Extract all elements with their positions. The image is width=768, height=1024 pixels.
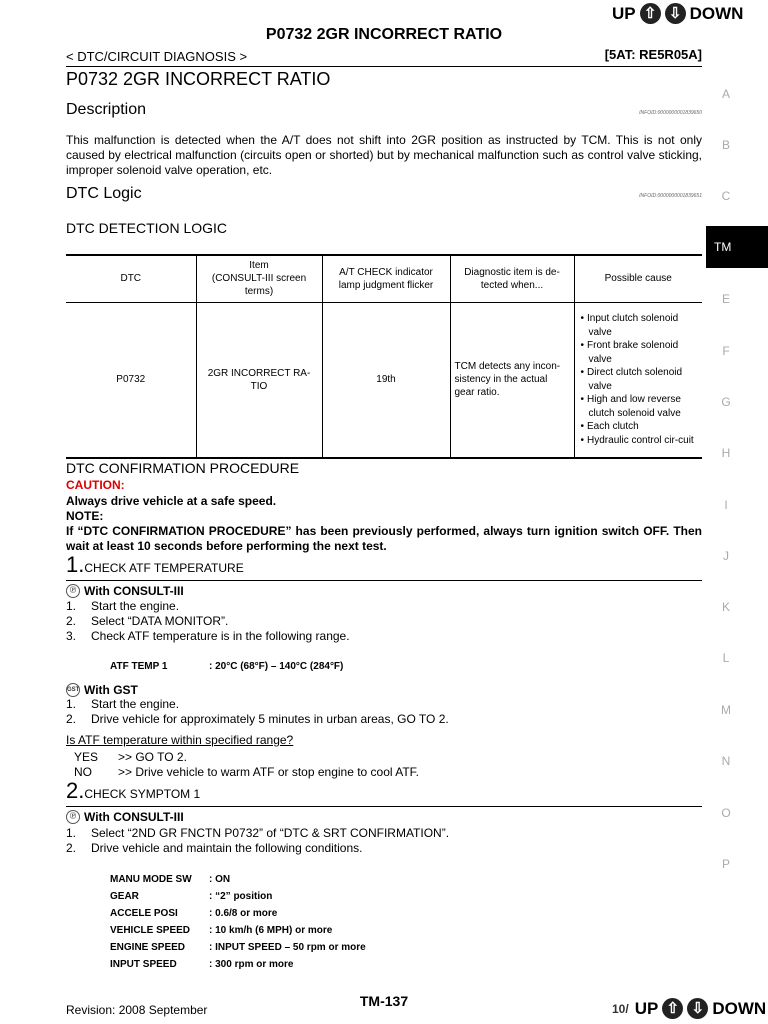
list-item: 1. Start the engine. bbox=[66, 697, 180, 711]
consult-iii-heading bbox=[66, 810, 184, 824]
list-item: 2. Drive vehicle and maintain the following conditions. bbox=[66, 841, 363, 855]
caution-label: CAUTION: bbox=[66, 478, 125, 492]
header-title: P0732 2GR INCORRECT RATIO bbox=[265, 26, 503, 43]
yes-answer: YES >> GO TO 2. bbox=[74, 750, 187, 764]
note-text: If “DTC CONFIRMATION PROCEDURE” has been previously performed, always turn ignition switch OFF. Then wait at least 10 seconds before performing the next test. bbox=[66, 524, 702, 553]
side-index-a[interactable]: A bbox=[721, 87, 730, 101]
down-arrow-icon[interactable]: ⇩ bbox=[687, 998, 708, 1019]
side-index-g[interactable]: G bbox=[721, 395, 731, 409]
side-index-i[interactable]: I bbox=[724, 498, 728, 512]
dtc-detection-logic-heading: DTC DETECTION LOGIC bbox=[66, 220, 228, 236]
list-item: 1. Start the engine. bbox=[66, 599, 180, 613]
description-infoid: INFOID:0000000001839650 bbox=[639, 110, 702, 116]
cell-detected: TCM detects any incon- sistency in the actual gear ratio. bbox=[450, 302, 574, 458]
up-link[interactable]: UP bbox=[612, 3, 636, 23]
cell-causes bbox=[574, 302, 702, 458]
consult-iii-label: With CONSULT-III bbox=[84, 810, 184, 824]
step-2 bbox=[66, 778, 200, 804]
revision-label: Revision: 2008 September bbox=[66, 1003, 208, 1017]
side-index-b[interactable]: B bbox=[721, 138, 730, 152]
col-flicker: A/T CHECK indicator lamp judgment flicker bbox=[322, 255, 450, 302]
up-down-nav-footer bbox=[612, 998, 766, 1019]
step-1-answers bbox=[74, 750, 419, 780]
list-item: 2. Select “DATA MONITOR”. bbox=[66, 614, 229, 628]
consult-iii-heading bbox=[66, 584, 184, 598]
consult-step-list bbox=[66, 599, 350, 644]
col-detected: Diagnostic item is de- tected when... bbox=[450, 255, 574, 302]
page-number: TM-137 bbox=[359, 993, 409, 1009]
atf-temp-key: ATF TEMP 1 bbox=[110, 661, 168, 672]
note-label: NOTE: bbox=[66, 509, 104, 523]
section-label: < DTC/CIRCUIT DIAGNOSIS > bbox=[66, 49, 248, 64]
side-index-p[interactable]: P bbox=[721, 857, 730, 871]
step-title: CHECK SYMPTOM 1 bbox=[84, 787, 201, 801]
down-link[interactable]: DOWN bbox=[712, 998, 767, 1018]
step-1 bbox=[66, 552, 244, 578]
list-item: • Input clutch solenoid valve bbox=[579, 312, 699, 339]
list-item: MANU MODE SW : ON bbox=[110, 874, 231, 885]
step-2-divider bbox=[66, 806, 702, 807]
possible-cause-list bbox=[579, 312, 699, 447]
side-index-tm[interactable]: TM bbox=[706, 226, 768, 268]
header-divider bbox=[66, 66, 702, 67]
side-index-n[interactable]: N bbox=[721, 754, 731, 768]
step-number: 1. bbox=[66, 552, 85, 577]
side-index-h[interactable]: H bbox=[721, 446, 731, 460]
cell-dtc: P0732 bbox=[66, 302, 196, 458]
list-item: • High and low reverse clutch solenoid valve bbox=[579, 393, 699, 420]
dtc-logic-infoid: INFOID:0000000001839651 bbox=[639, 193, 702, 199]
list-item: INPUT SPEED : 300 rpm or more bbox=[110, 959, 294, 970]
list-item: • Hydraulic control cir-cuit bbox=[579, 434, 699, 448]
step-number: 2. bbox=[66, 778, 85, 803]
list-item: GEAR : “2” position bbox=[110, 891, 273, 902]
col-cause: Possible cause bbox=[574, 255, 702, 302]
drive-conditions bbox=[110, 871, 366, 973]
list-item: • Each clutch bbox=[579, 420, 699, 434]
dtc-table bbox=[66, 254, 702, 459]
up-arrow-icon[interactable]: ⇧ bbox=[662, 998, 683, 1019]
side-index-f[interactable]: F bbox=[722, 344, 730, 358]
description-text: This malfunction is detected when the A/T does not shift into 2GR position as instructed by TCM. This is not only caused by electrical malfunction (circuits open or shorted) but by mechanical malfunction such as control valve sticking, improper solenoid valve operation, etc. bbox=[66, 133, 702, 177]
no-answer: NO >> Drive vehicle to warm ATF or stop engine to cool ATF. bbox=[74, 765, 420, 779]
side-index-k[interactable]: K bbox=[721, 600, 730, 614]
list-item: ENGINE SPEED : INPUT SPEED – 50 rpm or more bbox=[110, 942, 366, 953]
up-down-nav bbox=[612, 3, 743, 24]
caution-text: Always drive vehicle at a safe speed. bbox=[66, 494, 277, 508]
page-title: P0732 2GR INCORRECT RATIO bbox=[66, 69, 331, 89]
table-row bbox=[66, 302, 702, 458]
step-1-divider bbox=[66, 580, 702, 581]
list-item: • Direct clutch solenoid valve bbox=[579, 366, 699, 393]
table-header-row bbox=[66, 255, 702, 302]
list-item: VEHICLE SPEED : 10 km/h (6 MPH) or more bbox=[110, 925, 333, 936]
gst-step-list bbox=[66, 697, 449, 727]
gst-icon: GST bbox=[66, 683, 80, 697]
up-link[interactable]: UP bbox=[634, 998, 659, 1018]
list-item: • Front brake solenoid valve bbox=[579, 339, 699, 366]
list-item: 3. Check ATF temperature is in the following range. bbox=[66, 629, 350, 643]
page-stamp: 10/ bbox=[612, 1001, 629, 1016]
step-title: CHECK ATF TEMPERATURE bbox=[84, 561, 244, 575]
down-link[interactable]: DOWN bbox=[689, 3, 744, 23]
side-index-j[interactable]: J bbox=[723, 549, 729, 563]
side-index-o[interactable]: O bbox=[721, 806, 731, 820]
gst-heading bbox=[66, 683, 138, 697]
list-item: 2. Drive vehicle for approximately 5 minutes in urban areas, GO TO 2. bbox=[66, 712, 449, 726]
list-item: ACCELE POSI : 0.6/8 or more bbox=[110, 908, 278, 919]
side-index-c[interactable]: C bbox=[721, 189, 731, 203]
atf-temp-value: : 20°C (68°F) – 140°C (284°F) bbox=[209, 661, 344, 672]
cell-item: 2GR INCORRECT RA- TIO bbox=[196, 302, 322, 458]
down-arrow-icon[interactable]: ⇩ bbox=[665, 3, 686, 24]
consult-step-list bbox=[66, 826, 449, 856]
step-1-question: Is ATF temperature within specified range? bbox=[66, 733, 294, 747]
model-label: [5AT: RE5R05A] bbox=[604, 47, 702, 62]
up-arrow-icon[interactable]: ⇧ bbox=[640, 3, 661, 24]
atf-temp-spec bbox=[110, 658, 343, 675]
side-index-m[interactable]: M bbox=[721, 703, 731, 717]
cell-flicker: 19th bbox=[322, 302, 450, 458]
list-item: 1. Select “2ND GR FNCTN P0732” of “DTC & SRT CONFIRMATION”. bbox=[66, 826, 450, 840]
consult-iii-icon: Ⓟ bbox=[66, 810, 80, 824]
gst-label: With GST bbox=[84, 683, 138, 697]
description-heading: Description bbox=[66, 101, 147, 118]
dtc-logic-heading: DTC Logic bbox=[66, 185, 142, 202]
side-index-e[interactable]: E bbox=[721, 292, 730, 306]
col-item: Item (CONSULT-III screen terms) bbox=[196, 255, 322, 302]
side-index-l[interactable]: L bbox=[722, 651, 730, 665]
confirmation-heading: DTC CONFIRMATION PROCEDURE bbox=[66, 460, 300, 476]
col-dtc: DTC bbox=[66, 255, 196, 302]
consult-iii-label: With CONSULT-III bbox=[84, 584, 184, 598]
consult-iii-icon: Ⓟ bbox=[66, 584, 80, 598]
